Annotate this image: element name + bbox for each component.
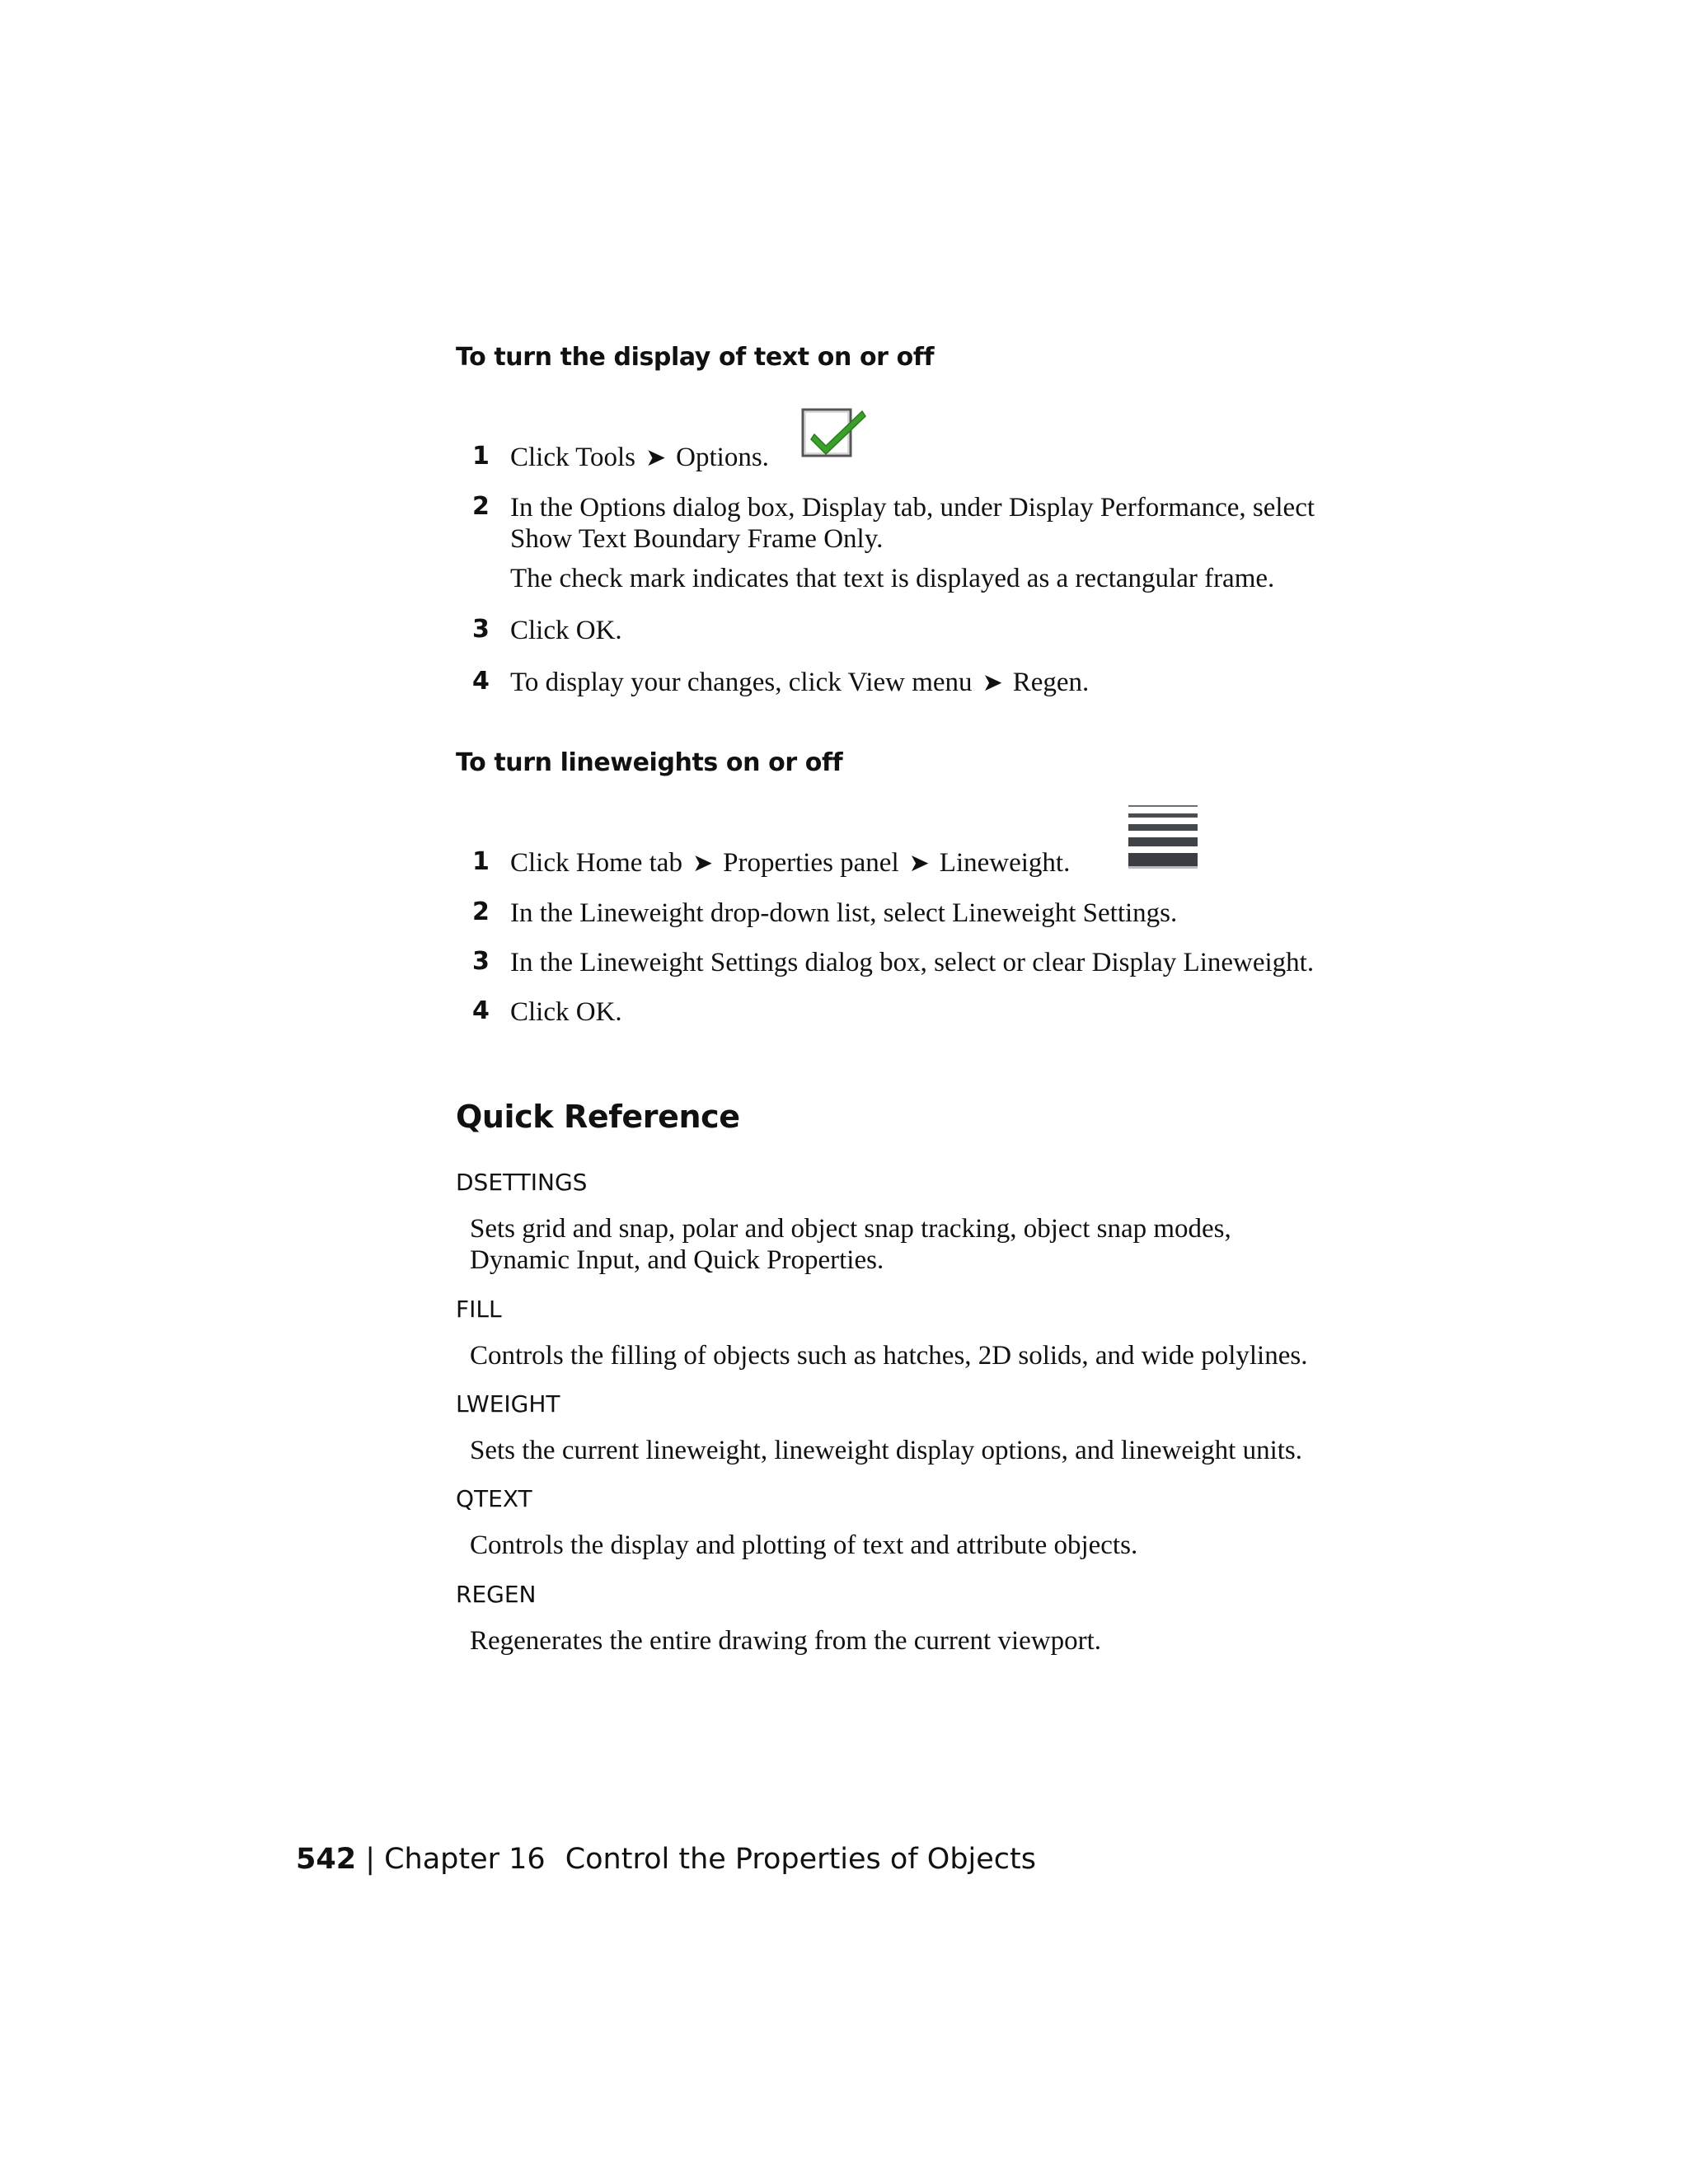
procedure-heading-lineweights: To turn lineweights on or off	[456, 748, 843, 777]
step-number: 1	[472, 847, 490, 876]
step-number: 3	[472, 615, 490, 644]
step-text: Lineweight.	[939, 848, 1071, 878]
step-text: Regen.	[1012, 668, 1090, 697]
checkbox-checked-icon	[799, 406, 869, 461]
command-description: Sets the current lineweight, lineweight display options, and lineweight units.	[470, 1436, 1302, 1465]
command-link-regen[interactable]: REGEN	[456, 1581, 537, 1608]
command-link-dsettings[interactable]: DSETTINGS	[456, 1169, 588, 1196]
step-text: Show Text Boundary Frame Only.	[510, 524, 884, 554]
command-description: Regenerates the entire drawing from the current viewport.	[470, 1626, 1102, 1656]
command-link-lweight[interactable]: LWEIGHT	[456, 1390, 560, 1418]
step-text: Click OK.	[510, 616, 622, 645]
step-text: Properties panel	[723, 848, 899, 878]
step-text: Options.	[676, 443, 769, 472]
step-number: 4	[472, 996, 490, 1025]
procedure-heading-text-display: To turn the display of text on or off	[456, 343, 935, 372]
step-number: 3	[472, 947, 490, 976]
arrow-right-icon: ➤	[908, 850, 930, 877]
step-text: Click Tools	[510, 443, 636, 472]
command-description: Controls the filling of objects such as hatches, 2D solids, and wide polylines.	[470, 1341, 1308, 1371]
quick-reference-title: Quick Reference	[456, 1099, 740, 1135]
chapter-label: Chapter 16	[384, 1843, 546, 1876]
step-number: 1	[472, 442, 490, 471]
command-description: Controls the display and plotting of text and attribute objects.	[470, 1530, 1138, 1560]
step-text: In the Lineweight drop-down list, select Lineweight Settings.	[510, 898, 1178, 928]
page-footer	[296, 1843, 1036, 1876]
step-note: The check mark indicates that text is displayed as a rectangular frame.	[510, 564, 1275, 593]
chapter-title: Control the Properties of Objects	[565, 1843, 1036, 1876]
step-text: Click Home tab	[510, 848, 682, 878]
step-text: To display your changes, click View menu	[510, 668, 973, 697]
step-text: In the Options dialog box, Display tab, under Display Performance, select	[510, 493, 1315, 523]
command-link-fill[interactable]: FILL	[456, 1296, 502, 1323]
page-number: 542	[296, 1843, 357, 1876]
lineweight-icon	[1127, 802, 1199, 873]
command-description: Sets grid and snap, polar and object snap tracking, object snap modes, Dynamic Input, and Quick Properties.	[470, 1214, 1231, 1275]
step-text: Click OK.	[510, 997, 622, 1027]
arrow-right-icon: ➤	[982, 669, 1003, 696]
arrow-right-icon: ➤	[645, 444, 667, 471]
step-number: 2	[472, 492, 490, 521]
step-number: 2	[472, 898, 490, 926]
step-text: In the Lineweight Settings dialog box, select or clear Display Lineweight.	[510, 948, 1315, 977]
footer-separator: |	[356, 1843, 385, 1876]
command-link-qtext[interactable]: QTEXT	[456, 1485, 532, 1512]
arrow-right-icon: ➤	[692, 850, 714, 877]
step-number: 4	[472, 667, 490, 696]
